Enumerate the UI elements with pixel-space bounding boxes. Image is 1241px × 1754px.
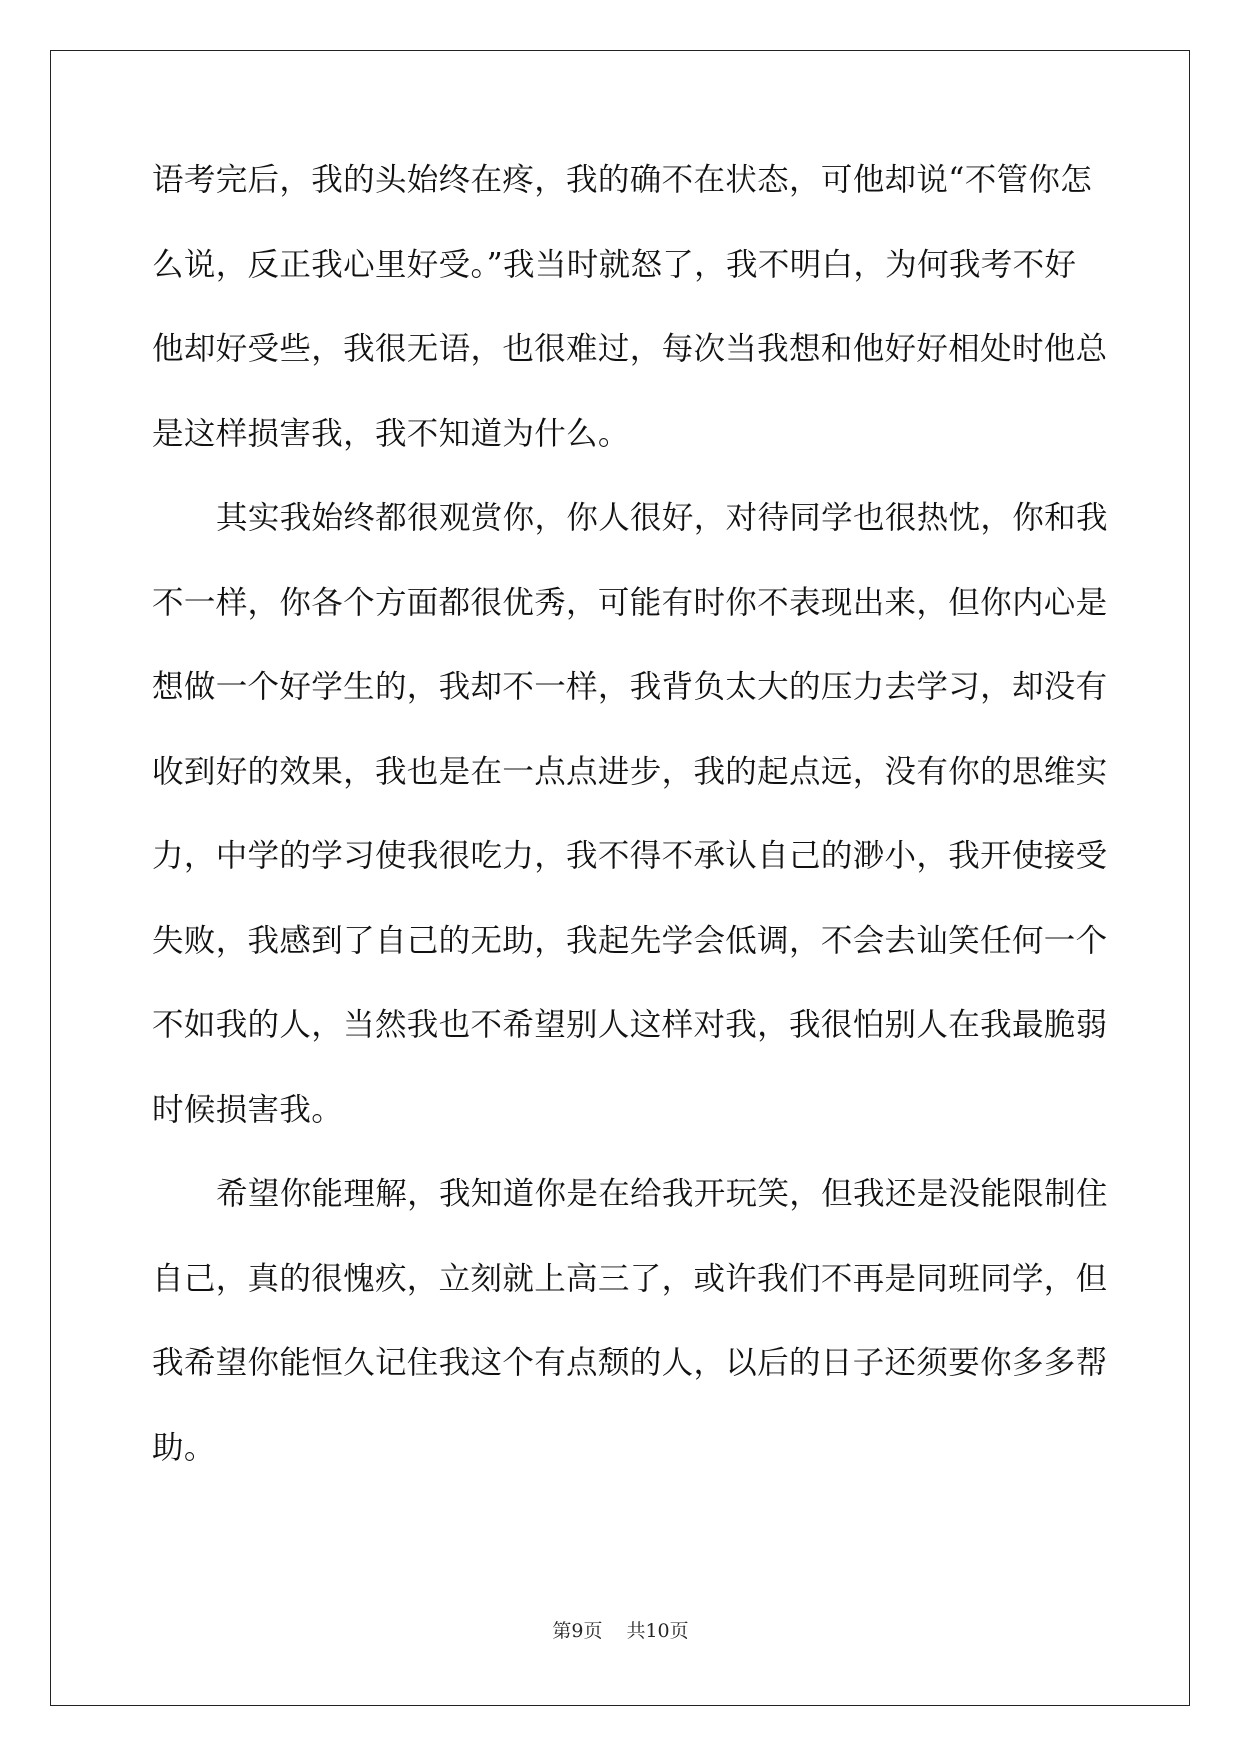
- page-footer: [0, 1616, 1241, 1643]
- text-line: 自己，真的很愧疚，立刻就上高三了，或许我们不再是同班同学，但: [152, 1260, 1108, 1297]
- text-line: 力，中学的学习使我很吃力，我不得不承认自己的渺小，我开使接受: [152, 838, 1108, 874]
- text-line: 他却好受些，我很无语，也很难过，每次当我想和他好好相处时他总: [152, 331, 1108, 367]
- text-line: 希望你能理解，我知道你是在给我开玩笑，但我还是没能限制住: [216, 1176, 1108, 1212]
- text-line: 时候损害我。: [152, 1091, 344, 1128]
- text-line: 其实我始终都很观赏你，你人很好，对待同学也很热忱，你和我: [216, 500, 1108, 536]
- text-line: 我希望你能恒久记住我这个有点颓的人，以后的日子还须要你多多帮: [152, 1345, 1108, 1381]
- text-line: 不一样，你各个方面都很优秀，可能有时你不表现出来，但你内心是: [152, 584, 1108, 621]
- current-page-number: 第9页: [552, 1620, 603, 1642]
- text-line: 失败，我感到了自己的无助，我起先学会低调，不会去讪笑任何一个: [152, 922, 1108, 959]
- text-line: 是这样损害我，我不知道为什么。: [152, 415, 630, 452]
- text-line: 么说，反正我心里好受。”我当时就怒了，我不明白，为何我考不好: [152, 246, 1077, 283]
- text-line: 助。: [152, 1429, 216, 1466]
- text-line: 不如我的人，当然我也不希望别人这样对我，我很怕别人在我最脆弱: [152, 1007, 1108, 1043]
- text-line: 语考完后，我的头始终在疼，我的确不在状态，可他却说“不管你怎: [152, 162, 1093, 198]
- text-line: 收到好的效果，我也是在一点点进步，我的起点远，没有你的思维实: [152, 753, 1108, 790]
- total-page-count: 共10页: [626, 1620, 689, 1642]
- document-body: [152, 160, 1108, 1512]
- text-line: 想做一个好学生的，我却不一样，我背负太大的压力去学习，却没有: [152, 669, 1108, 705]
